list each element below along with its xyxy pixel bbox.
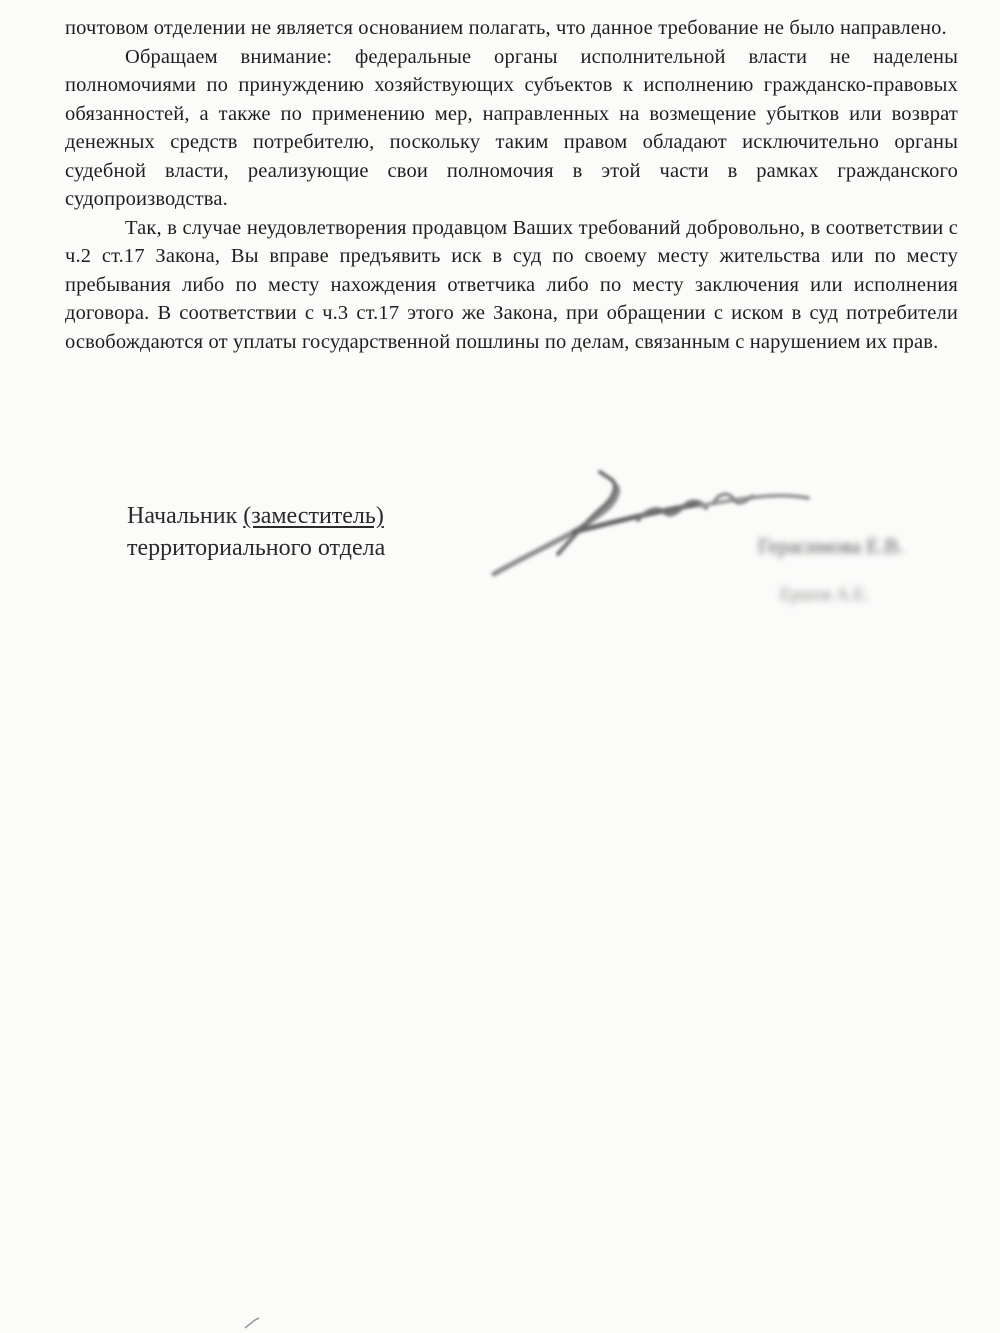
position-title-deputy: (заместитель) [243, 503, 384, 529]
paragraph-court-rights: Так, в случае неудовлетворения продавцом Ваших требований добровольно, в соответствии с ч.2 ст.17 Закона, Вы вправе предъявить иск в суд по своему месту жительства или по месту пребывания либо по месту нахождения ответчика либо по месту заключения или исполнения договора. В соответствии с ч.3 ст.17 этого же Закона, при обращении с иском в суд потребители освобождаются от уплаты государственной пошлины по делам, связанным с нарушением их прав. [65, 216, 958, 353]
position-title-prefix: Начальник [127, 503, 244, 529]
paragraph-authority-notice: Обращаем внимание: федеральные органы исполнительной власти не наделены полномочиями по принуждению хозяйствующих субъектов к исполнению гражданско-правовых обязанностей, а также по применению мер, направленных на возмещение убытков или возврат денежных средств потребителю, поскольку таким правом обладают исключительно органы судебной власти, реализующие свои полномочия в этой части в рамках гражданского судопроизводства. [65, 45, 958, 210]
letter-body [65, 14, 958, 356]
position-title-line-1 [127, 500, 385, 532]
handwritten-signature [488, 462, 818, 587]
position-title-line-2: территориального отдела [127, 535, 386, 561]
executor-name-redacted: Ершов А.Е. [780, 584, 869, 604]
signature-position-title [127, 500, 385, 564]
scan-artifact-mark [243, 1316, 261, 1330]
signatory-name-redacted: Герасимова Е.В. [758, 534, 904, 558]
paragraph-not-sent: почтовом отделении не является основанием полагать, что данное требование не было направлено. [65, 17, 947, 39]
